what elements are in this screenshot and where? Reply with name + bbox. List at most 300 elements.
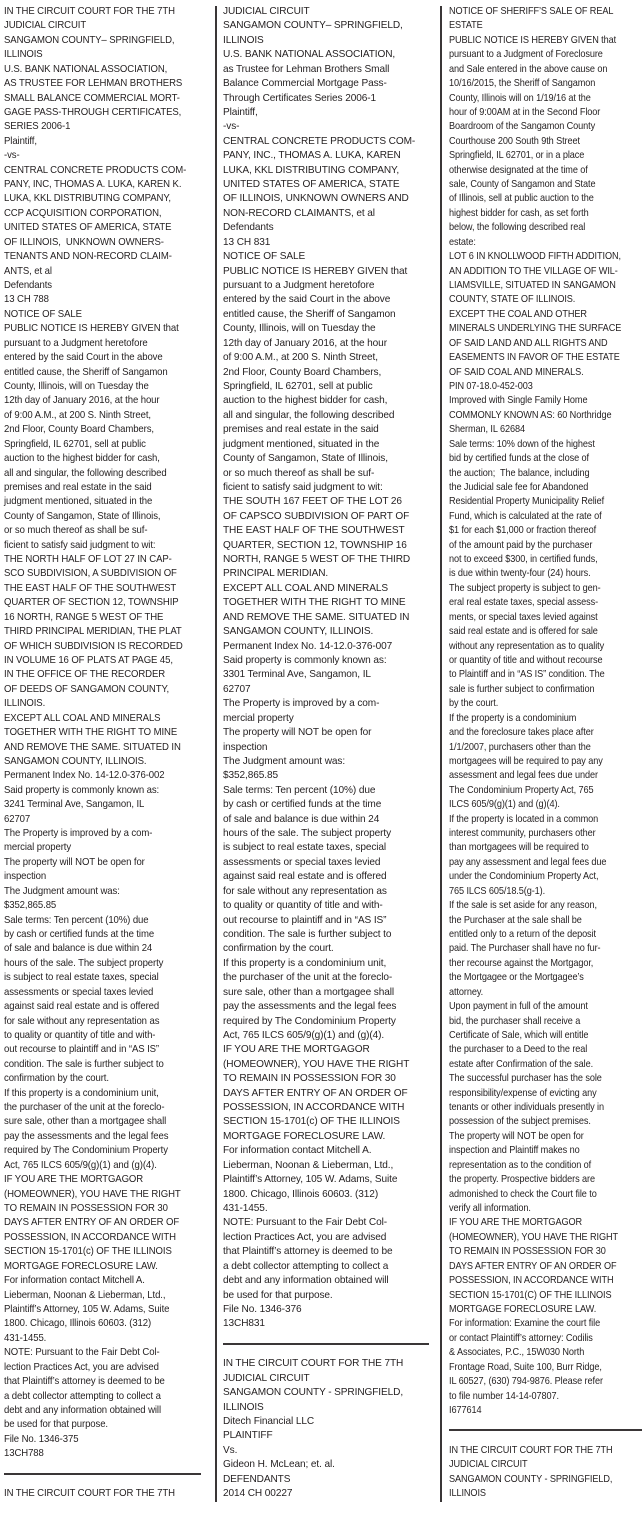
notice-line: Fund, which is calculated at the rate of xyxy=(449,510,602,522)
notice-line: DEFENDANTS xyxy=(223,1473,291,1485)
notice-line: If the sale is set aside for any reason, xyxy=(449,900,597,912)
notice-line: THE NORTH HALF OF LOT 27 IN CAP- xyxy=(4,554,172,566)
notice-line: of sale and balance is due within 24 xyxy=(4,943,153,955)
notice-line: (HOMEOWNER), YOU HAVE THE RIGHT xyxy=(449,1231,618,1243)
notice-line: AN ADDITION TO THE VILLAGE OF WIL- xyxy=(449,265,618,277)
notice-line: estate after Confirmation of the sale. xyxy=(449,1058,594,1070)
notice-line: of sale and balance is due within 24 xyxy=(223,813,380,825)
notice-line: Plaintiff, xyxy=(223,106,258,118)
notice-line: tenants or other individuals presently in xyxy=(449,1102,604,1114)
notice-line: COMMONLY KNOWN AS: 60 Northridge xyxy=(449,409,612,421)
legal-notice xyxy=(4,1487,201,1501)
notice-line: If this property is a condominium unit, xyxy=(4,1087,159,1099)
notice-line: for sale without any representation as xyxy=(223,885,387,897)
notice-line: or quantity of title and without recourse xyxy=(449,654,603,666)
notice-line: PANY, INC, THOMAS A. LUKA, KAREN K. xyxy=(4,179,182,191)
notice-line: inspection xyxy=(4,871,47,883)
notice-line: IF YOU ARE THE MORTGAGOR xyxy=(4,1174,144,1186)
column-rule-1 xyxy=(215,6,217,1502)
notice-line: IN THE CIRCUIT COURT FOR THE 7TH xyxy=(223,1358,404,1370)
notice-line: NOTE: Pursuant to the Fair Debt Col- xyxy=(4,1347,160,1359)
notice-line: The subject property is subject to gen- xyxy=(449,582,601,594)
notice-line: 2nd Floor, County Board Chambers, xyxy=(4,424,155,436)
notice-line: County of Sangamon, State of Illinois, xyxy=(4,510,161,522)
notice-line: responsibility/expense of evicting any xyxy=(449,1087,597,1099)
notice-line: bid by certified funds at the close of xyxy=(449,453,590,465)
notice-line: UNITED STATES OF AMERICA, STATE xyxy=(4,222,172,234)
notice-line: SERIES 2006-1 xyxy=(4,121,71,133)
notice-line: 13 CH 831 xyxy=(223,236,271,248)
notice-line: that Plaintiff’s attorney is deemed to be xyxy=(4,1376,165,1388)
notice-line: Courthouse 200 South 9th Street xyxy=(449,135,580,147)
notice-line: QUARTER, SECTION 12, TOWNSHIP 16 xyxy=(223,539,407,551)
notice-line: admonished to check the Court file to xyxy=(449,1188,597,1200)
notice-line: JUDICIAL CIRCUIT xyxy=(223,6,310,17)
notice-line: Sale terms: Ten percent (10%) due xyxy=(223,784,376,796)
notice-line: OF SAID COAL AND MINERALS. xyxy=(449,366,584,378)
notice-line: not to exceed $300, in certified funds, xyxy=(449,554,598,566)
notice-line: CCP ACQUISITION CORPORATION, xyxy=(4,207,162,219)
notice-line: ILLINOIS xyxy=(4,49,43,61)
notice-line: DAYS AFTER ENTRY OF AN ORDER OF xyxy=(449,1260,617,1272)
legal-notice xyxy=(449,5,642,1418)
notice-line: SANGAMON COUNTY– SPRINGFIELD, xyxy=(223,20,403,32)
notice-line: COUNTY, STATE OF ILLINOIS. xyxy=(449,294,576,306)
notice-line: auction to the highest bidder for cash, xyxy=(4,453,160,465)
notice-line: Said property is commonly known as: xyxy=(4,784,160,796)
notice-divider xyxy=(449,1429,642,1431)
notice-line: 3301 Terminal Ave, Sangamon, IL xyxy=(223,669,371,681)
notice-line: pay any assessment and legal fees due xyxy=(449,856,607,868)
notice-line: inspection and Plaintiff makes no xyxy=(449,1145,580,1157)
notice-line: mortgagees will be required to pay any xyxy=(449,755,603,767)
notice-line: judgment mentioned, situated in the xyxy=(4,496,153,508)
notice-line: against said real estate and is offered xyxy=(223,871,387,883)
notice-line: the purchaser of the unit at the foreclo- xyxy=(223,972,393,984)
notice-line: SECTION 15-1701(c) OF THE ILLINOIS xyxy=(4,1246,172,1258)
notice-line: attorney. xyxy=(449,986,484,998)
notice-line: (HOMEOWNER), YOU HAVE THE RIGHT xyxy=(223,1058,410,1070)
notice-line: NOTICE OF SHERIFF’S SALE OF REAL xyxy=(449,6,614,17)
notice-line: sure sale, other than a mortgagee shall xyxy=(223,986,395,998)
notice-line: 2nd Floor, County Board Chambers, xyxy=(223,366,382,378)
notice-divider xyxy=(4,1473,201,1475)
notice-line: JUDICIAL CIRCUIT xyxy=(4,20,87,32)
notice-line: If the property is a condominium xyxy=(449,712,577,724)
notice-line: Plaintiff, xyxy=(4,135,37,147)
notice-line: of the amount paid by the purchaser xyxy=(449,539,593,551)
notice-line: is subject to real estate taxes, special xyxy=(4,972,159,984)
notice-line: out recourse to plaintiff and in “AS IS” xyxy=(223,914,387,926)
notice-line: without any representation as to quality xyxy=(449,640,605,652)
notice-line: ILLINOIS xyxy=(449,1488,486,1500)
notice-line: by the court. xyxy=(449,698,499,710)
notice-line: TO REMAIN IN POSSESSION FOR 30 xyxy=(223,1073,396,1085)
notice-line: the Judicial sale fee for Abandoned xyxy=(449,481,589,493)
notice-line: ILLINOIS xyxy=(223,1401,264,1413)
notice-line: as Trustee for Lehman Brothers Small xyxy=(223,63,390,75)
notice-line: auction to the highest bidder for cash, xyxy=(223,395,388,407)
notice-line: ESTATE xyxy=(449,20,483,32)
notice-line: Plaintiff’s Attorney, 105 W. Adams, Suite xyxy=(4,1303,170,1315)
notice-line: SCO SUBDIVISION, A SUBDIVISION OF xyxy=(4,568,177,580)
notice-line: Defendants xyxy=(4,280,52,292)
notice-line: 12th day of January 2016, at the hour xyxy=(223,337,387,349)
notice-line: $1 for each $1,000 or fraction thereof xyxy=(449,525,597,537)
notice-line: premises and real estate in the said xyxy=(4,481,152,493)
notice-line: debt and any information obtained will xyxy=(223,1275,389,1287)
notice-line: Sherman, IL 62684 xyxy=(449,424,525,436)
notice-line: IN THE OFFICE OF THE RECORDER xyxy=(4,669,166,681)
notice-line: ANTS, et al xyxy=(4,265,52,277)
notice-line: lection Practices Act, you are advised xyxy=(4,1361,159,1373)
notice-line: Springfield, IL 62701, or in a place xyxy=(449,150,585,162)
notice-line: County, Illinois, will on Tuesday the xyxy=(223,323,376,335)
legal-notice xyxy=(449,1444,642,1502)
notice-line: PIN 07-18.0-452-003 xyxy=(449,380,533,392)
notice-line: Gideon H. McLean; et. al. xyxy=(223,1459,335,1471)
notice-line: SANGAMON COUNTY - SPRINGFIELD, xyxy=(223,1387,404,1399)
notice-line: ther recourse against the Mortgagor, xyxy=(449,957,594,969)
notice-line: ILCS 605/9(g)(1) and (g)(4). xyxy=(449,799,560,811)
notice-line: ficient to satisfy said judgment to wit: xyxy=(4,539,156,551)
notice-line: under the Condominium Property Act, xyxy=(449,871,599,883)
notice-line: Sale terms: Ten percent (10%) due xyxy=(4,914,149,926)
notice-line: THE SOUTH 167 FEET OF THE LOT 26 xyxy=(223,496,402,508)
notice-line: SECTION 15-1701(c) OF THE ILLINOIS xyxy=(223,1116,400,1128)
notice-line: NOTICE OF SALE xyxy=(223,251,306,263)
notice-line: THIRD PRINCIPAL MERIDIAN, THE PLAT xyxy=(4,626,182,638)
notice-line: condition. The sale is further subject to xyxy=(4,1058,164,1070)
notice-line: OF DEEDS OF SANGAMON COUNTY, xyxy=(4,683,170,695)
notice-line: assessments or special taxes levied xyxy=(4,986,154,998)
notice-line: The Condominium Property Act, 765 xyxy=(449,784,594,796)
notice-line: TO REMAIN IN POSSESSION FOR 30 xyxy=(4,1203,168,1215)
notice-line: is subject to real estate taxes, special xyxy=(223,842,387,854)
notice-line: $352,865.85 xyxy=(4,900,57,912)
notice-line: 13 CH 788 xyxy=(4,294,49,306)
notice-line: entitled cause, the Sheriff of Sangamon xyxy=(4,366,168,378)
legal-notice xyxy=(223,5,429,1332)
notice-line: TENANTS AND NON-RECORD CLAIM- xyxy=(4,251,172,263)
notice-line: a debt collector attempting to collect a xyxy=(4,1390,161,1402)
notice-line: PANY, INC., THOMAS A. LUKA, KAREN xyxy=(223,150,401,162)
notice-line: IL 60527, (630) 794-9876. Please refer xyxy=(449,1376,603,1388)
notice-line: 431-1455. xyxy=(4,1332,47,1344)
notice-line: County of Sangamon, State of Illinois, xyxy=(223,453,388,465)
notice-line: TOGETHER WITH THE RIGHT TO MINE xyxy=(223,597,406,609)
notice-line: IN THE CIRCUIT COURT FOR THE 7TH xyxy=(449,1444,613,1456)
notice-line: POSSESSION, IN ACCORDANCE WITH xyxy=(449,1275,614,1287)
notice-line: 765 ILCS 605/18.5(g-1). xyxy=(449,885,546,897)
notice-line: IN VOLUME 16 OF PLATS AT PAGE 45, xyxy=(4,654,173,666)
notice-line: For information contact Mitchell A. xyxy=(4,1275,145,1287)
notice-line: IN THE CIRCUIT COURT FOR THE 7TH xyxy=(4,6,175,17)
notice-line: EXCEPT ALL COAL AND MINERALS xyxy=(4,712,161,724)
notice-line: 431-1455. xyxy=(223,1203,268,1215)
notice-line: U.S. BANK NATIONAL ASSOCIATION, xyxy=(223,49,396,61)
notice-line: 62707 xyxy=(223,683,251,695)
notice-line: mercial property xyxy=(223,712,294,724)
notice-line: Balance Commercial Mortgage Pass- xyxy=(223,78,387,90)
column-rule-2 xyxy=(440,6,442,1502)
notice-line: hour of 9:00AM at in the Second Floor xyxy=(449,106,601,118)
notice-line: of Illinois, sell at public auction to the xyxy=(449,193,594,205)
notice-line: MINERALS UNDERLYING THE SURFACE xyxy=(449,323,622,335)
notice-line: MORTGAGE FORECLOSURE LAW. xyxy=(449,1303,597,1315)
notice-line: PUBLIC NOTICE IS HEREBY GIVEN that xyxy=(4,323,179,335)
notice-line: LUKA, KKL DISTRIBUTING COMPANY, xyxy=(223,164,400,176)
notice-line: the purchaser of the unit at the foreclo- xyxy=(4,1102,165,1114)
notice-line: Springfield, IL 62701, sell at public xyxy=(223,380,373,392)
notice-line: out recourse to plaintiff and in “AS IS” xyxy=(4,1044,160,1056)
notice-line: Residential Property Municipality Relief xyxy=(449,496,605,508)
notice-line: bid, the purchaser shall receive a xyxy=(449,1015,581,1027)
notice-line: 1800. Chicago, Illinois 60603. (312) xyxy=(4,1318,152,1330)
notice-line: DAYS AFTER ENTRY OF AN ORDER OF xyxy=(223,1087,408,1099)
notice-line: NON-RECORD CLAIMANTS, et al xyxy=(223,207,375,219)
notice-line: ficient to satisfy said judgment to wit: xyxy=(223,481,383,493)
notice-line: UNITED STATES OF AMERICA, STATE xyxy=(223,179,400,191)
notice-line: Improved with Single Family Home xyxy=(449,395,588,407)
notice-line: SANGAMON COUNTY, ILLINOIS. xyxy=(4,755,147,767)
notice-line: AND REMOVE THE SAME. SITUATED IN xyxy=(223,611,410,623)
notice-line: CENTRAL CONCRETE PRODUCTS COM- xyxy=(223,135,416,147)
notice-line: PUBLIC NOTICE IS HEREBY GIVEN that xyxy=(449,34,617,46)
notice-line: Frontage Road, Suite 100, Burr Ridge, xyxy=(449,1361,602,1373)
column-2 xyxy=(223,5,429,1502)
notice-line: paid. The Purchaser shall have no fur- xyxy=(449,943,601,955)
notice-line: the purchaser to a Deed to the real xyxy=(449,1044,588,1056)
notice-line: the auction; The balance, including xyxy=(449,467,590,479)
notice-line: be used for that purpose. xyxy=(4,1419,108,1431)
notice-line: mercial property xyxy=(4,842,72,854)
notice-line: EXCEPT ALL COAL AND MINERALS xyxy=(223,582,388,594)
notice-line: 16 NORTH, RANGE 5 WEST OF THE xyxy=(4,611,164,623)
notice-line: AS TRUSTEE FOR LEHMAN BROTHERS xyxy=(4,78,183,90)
notice-line: all and singular, the following described xyxy=(223,409,395,421)
notice-line: that Plaintiff’s attorney is deemed to be xyxy=(223,1246,393,1258)
notice-line: debt and any information obtained will xyxy=(4,1404,162,1416)
notice-line: Through Certificates Series 2006-1 xyxy=(223,92,377,104)
notice-line: lection Practices Act, you are advised xyxy=(223,1231,387,1243)
notice-line: 1800. Chicago, Illinois 60603. (312) xyxy=(223,1188,379,1200)
notice-line: EASEMENTS IN FAVOR OF THE ESTATE xyxy=(449,352,620,364)
notice-line: SECTION 15-1701(C) OF THE ILLINOIS xyxy=(449,1289,612,1301)
notice-line: Said property is commonly known as: xyxy=(223,654,387,666)
notice-line: GAGE PASS-THROUGH CERTIFICATES, xyxy=(4,106,182,118)
notice-line: County, Illinois, will on Tuesday the xyxy=(4,380,149,392)
notice-line: If this property is a condominium unit, xyxy=(223,957,387,969)
notice-line: ILLINOIS. xyxy=(4,698,46,710)
notice-line: and the foreclosure takes place after xyxy=(449,727,594,739)
notice-line: Sale terms: 10% down of the highest xyxy=(449,438,595,450)
notice-line: of 9:00 A.M., at 200 S. Ninth Street, xyxy=(223,352,378,364)
notice-line: required by The Condominium Property xyxy=(4,1145,168,1157)
notice-line: pay the assessments and the legal fees xyxy=(223,1001,397,1013)
notice-line: or so much thereof as shall be suf- xyxy=(223,467,375,479)
notice-line: pursuant to a Judgment of Foreclosure xyxy=(449,49,603,61)
notice-line: THE EAST HALF OF THE SOUTHWEST xyxy=(4,582,177,594)
notice-line: and Sale entered in the above cause on xyxy=(449,63,608,75)
notice-line: SANGAMON COUNTY– SPRINGFIELD, xyxy=(4,34,175,46)
notice-line: 2014 CH 00227 xyxy=(223,1488,293,1500)
notice-line: & Associates, P.C., 15W030 North xyxy=(449,1347,585,1359)
notice-line: 1/1/2007, purchasers other than the xyxy=(449,741,591,753)
notice-line: Defendants xyxy=(223,222,274,234)
notice-line: THE EAST HALF OF THE SOUTHWEST xyxy=(223,525,405,537)
notice-line: LIAMSVILLE, SITUATED IN SANGAMON xyxy=(449,280,616,292)
notice-line: Permanent Index No. 14-12.0-376-007 xyxy=(223,640,393,652)
notice-line: entered by the said Court in the above xyxy=(4,352,163,364)
notice-line: sale, County of Sangamon and State xyxy=(449,179,596,191)
notice-line: below, the following described real xyxy=(449,222,586,234)
notice-line: to quality or quantity of title and with- xyxy=(223,900,383,912)
notice-line: For information: Examine the court file xyxy=(449,1318,601,1330)
notice-line: pay the assessments and the legal fees xyxy=(4,1130,169,1142)
notice-line: otherwise designated at the time of xyxy=(449,164,588,176)
notice-line: to quality or quantity of title and with- xyxy=(4,1029,156,1041)
notice-line: the Purchaser at the sale shall be xyxy=(449,914,582,926)
notice-line: IF YOU ARE THE MORTGAGOR xyxy=(449,1217,583,1229)
notice-line: CENTRAL CONCRETE PRODUCTS COM- xyxy=(4,164,187,176)
notice-line: said real estate and is offered for sale xyxy=(449,626,598,638)
notice-line: NOTICE OF SALE xyxy=(4,308,82,320)
notice-line: -vs- xyxy=(223,121,240,133)
notice-divider xyxy=(223,1343,429,1345)
notice-line: inspection xyxy=(223,741,268,753)
notice-line: OF SAID LAND AND ALL RIGHTS AND xyxy=(449,337,608,349)
notice-line: against said real estate and is offered xyxy=(4,1001,160,1013)
notice-line: Permanent Index No. 14-12.0-376-002 xyxy=(4,770,165,782)
notice-line: sure sale, other than a mortgagee shall xyxy=(4,1116,167,1128)
notice-line: The Property is improved by a com- xyxy=(4,828,153,840)
notice-line: representation as to the condition of xyxy=(449,1159,592,1171)
notice-line: to Plaintiff and in “AS IS” condition. The xyxy=(449,669,605,681)
notice-line: LOT 6 IN KNOLLWOOD FIFTH ADDITION, xyxy=(449,251,621,263)
column-1 xyxy=(4,5,201,1502)
notice-line: 10/16/2015, the Sheriff of Sangamon xyxy=(449,78,596,90)
notice-line: PUBLIC NOTICE IS HEREBY GIVEN that xyxy=(223,265,408,277)
notice-line: SMALL BALANCE COMMERCIAL MORT- xyxy=(4,92,180,104)
notice-line: The Property is improved by a com- xyxy=(223,698,380,710)
notice-line: to file number 14-14-07807. xyxy=(449,1390,559,1402)
notice-line: SANGAMON COUNTY - SPRINGFIELD, xyxy=(449,1473,613,1485)
notice-line: JUDICIAL CIRCUIT xyxy=(223,1372,310,1384)
notice-line: Certificate of Sale, which will entitle xyxy=(449,1029,589,1041)
notice-line: possession of the subject premises. xyxy=(449,1116,591,1128)
notice-line: (HOMEOWNER), YOU HAVE THE RIGHT xyxy=(4,1188,181,1200)
notice-line: or contact Plaintiff’s attorney: Codilis xyxy=(449,1332,593,1344)
notice-line: POSSESSION, IN ACCORDANCE WITH xyxy=(223,1102,405,1114)
notice-line: The Judgment amount was: xyxy=(223,755,346,767)
notice-line: pursuant to a Judgment heretofore xyxy=(223,280,375,292)
column-3 xyxy=(449,5,642,1502)
notice-line: Upon payment in full of the amount xyxy=(449,1001,588,1013)
notice-line: EXCEPT THE COAL AND OTHER xyxy=(449,308,587,320)
notice-line: sale is further subject to confirmation xyxy=(449,683,595,695)
legal-notice xyxy=(4,5,201,1462)
notice-line: ILLINOIS xyxy=(223,34,264,46)
notice-line: QUARTER OF SECTION 12, TOWNSHIP xyxy=(4,597,179,609)
notice-line: County, Illinois will on 1/19/16 at the xyxy=(449,92,591,104)
notice-line: $352,865.85 xyxy=(223,770,278,782)
notice-line: 3241 Terminal Ave, Sangamon, IL xyxy=(4,799,145,811)
notice-line: judgment mentioned, situated in the xyxy=(223,438,380,450)
notice-line: be used for that purpose. xyxy=(223,1289,333,1301)
notice-line: a debt collector attempting to collect a xyxy=(223,1260,389,1272)
notice-line: Act, 765 ILCS 605/9(g)(1) and (g)(4). xyxy=(4,1159,157,1171)
notice-line: by cash or certified funds at the time xyxy=(4,929,155,940)
notice-line: NOTE: Pursuant to the Fair Debt Col- xyxy=(223,1217,388,1229)
notice-line: The Judgment amount was: xyxy=(4,885,120,897)
notice-line: confirmation by the court. xyxy=(4,1073,109,1085)
notice-line: entitled only to a return of the deposit xyxy=(449,929,596,940)
notice-line: DAYS AFTER ENTRY OF AN ORDER OF xyxy=(4,1217,180,1229)
notice-line: 13CH831 xyxy=(223,1318,265,1330)
notice-line: OF ILLINOIS, UNKNOWN OWNERS- xyxy=(4,236,164,248)
notice-line: -vs- xyxy=(4,150,20,162)
notice-line: TO REMAIN IN POSSESSION FOR 30 xyxy=(449,1246,606,1258)
notice-line: all and singular, the following described xyxy=(4,467,167,479)
notice-line: PLAINTIFF xyxy=(223,1430,273,1442)
notice-line: 13CH788 xyxy=(4,1448,44,1460)
notice-line: IN THE CIRCUIT COURT FOR THE 7TH xyxy=(4,1488,175,1500)
notice-line: premises and real estate in the said xyxy=(223,424,379,436)
notice-line: verify all information. xyxy=(449,1203,531,1215)
notice-line: required by The Condominium Property xyxy=(223,1015,396,1027)
notice-line: entered by the said Court in the above xyxy=(223,294,391,306)
notice-line: The property will NOT be open for xyxy=(4,856,145,868)
notice-line: entitled cause, the Sheriff of Sangamon xyxy=(223,308,396,320)
notice-line: JUDICIAL CIRCUIT xyxy=(449,1459,528,1471)
notice-line: highest bidder for cash, as set forth xyxy=(449,207,589,219)
notice-line: LUKA, KKL DISTRIBUTING COMPANY, xyxy=(4,193,171,205)
notice-line: OF CAPSCO SUBDIVISION OF PART OF xyxy=(223,510,410,522)
notice-line: pursuant to a Judgment heretofore xyxy=(4,337,148,349)
notice-line: Ditech Financial LLC xyxy=(223,1416,315,1427)
notice-line: 12th day of January 2016, at the hour xyxy=(4,395,160,407)
notice-line: condition. The sale is further subject to xyxy=(223,929,392,940)
notice-line: for sale without any representation as xyxy=(4,1015,160,1027)
notice-line: NORTH, RANGE 5 WEST OF THE THIRD xyxy=(223,554,411,566)
notice-line: POSSESSION, IN ACCORDANCE WITH xyxy=(4,1231,176,1243)
notice-line: confirmation by the court. xyxy=(223,943,334,955)
notice-line: or so much thereof as shall be suf- xyxy=(4,525,148,537)
notice-line: interest community, purchasers other xyxy=(449,828,596,840)
notice-line: eral real estate taxes, special assess- xyxy=(449,597,599,609)
notice-line: File No. 1346-375 xyxy=(4,1433,79,1445)
notice-line: File No. 1346-376 xyxy=(223,1303,302,1315)
notice-line: Plaintiff’s Attorney, 105 W. Adams, Suite xyxy=(223,1174,398,1186)
notice-line: AND REMOVE THE SAME. SITUATED IN xyxy=(4,741,181,753)
notice-line: For information contact Mitchell A. xyxy=(223,1145,372,1157)
notice-line: Springfield, IL 62701, sell at public xyxy=(4,438,146,450)
notice-line: Boardroom of the Sangamon County xyxy=(449,121,596,133)
notice-line: I677614 xyxy=(449,1404,482,1416)
notice-line: TOGETHER WITH THE RIGHT TO MINE xyxy=(4,727,178,739)
notice-line: IF YOU ARE THE MORTGAGOR xyxy=(223,1044,370,1056)
notice-line: MORTGAGE FORECLOSURE LAW. xyxy=(4,1260,158,1272)
notice-line: The property will NOT be open for xyxy=(223,727,372,739)
notice-line: 62707 xyxy=(4,813,31,825)
notice-line: U.S. BANK NATIONAL ASSOCIATION, xyxy=(4,63,168,75)
notice-line: assessments or special taxes levied xyxy=(223,856,381,868)
notice-line: The successful purchaser has the sole xyxy=(449,1073,602,1085)
notice-line: If the property is located in a common xyxy=(449,813,599,825)
notice-line: hours of the sale. The subject property xyxy=(223,828,392,840)
notice-line: the Mortgagee or the Mortgagee’s xyxy=(449,972,584,984)
